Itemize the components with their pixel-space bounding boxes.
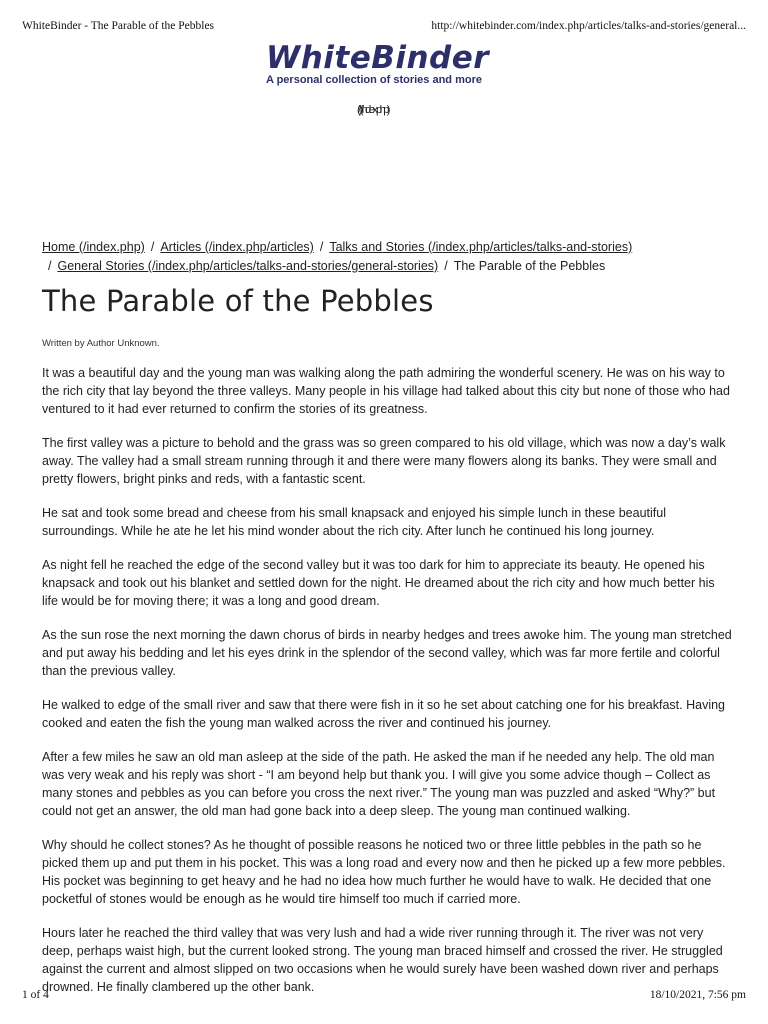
site-logo[interactable] [266,42,506,86]
article-paragraph: Why should he collect stones? As he thought of possible reasons he noticed two or three little pebbles in the path so he picked them up and put them in his pocket. This was a long road and every now and then he picked up a few more pebbles. His pocket was beginning to get heavy and he had no idea how much further he would have to walk. He decided that one pocketful of stones would be enough as he would tire himself too much if carried more. [42,838,726,906]
article-paragraph: He walked to edge of the small river and saw that there were fish in it so he set about catching one for his breakfast. Having cooked and eaten the fish the young man walked across the river and continued his journey. [42,698,726,730]
article-paragraph: The first valley was a picture to behold and the grass was so green compared to his old village, which was now a day’s walk away. The valley had a small stream running through it and there were many flowers along its banks. They were small and pretty flowers, bright pinks and reds, with a fantastic scent. [42,436,726,486]
print-timestamp: 18/10/2021, 7:56 pm [649,989,746,1001]
page-title: The Parable of the Pebbles [42,284,434,318]
breadcrumb-separator: / [48,259,52,273]
article-paragraph: As the sun rose the next morning the dawn chorus of birds in nearby hedges and trees awoke him. The young man stretched and put away his bedding and let his eyes drink in the splendor of the second valley, which was far more fertile and colorful than the previous valley. [42,628,732,678]
breadcrumb [42,238,732,276]
print-footer [22,989,746,1005]
article-paragraph: After a few miles he saw an old man asleep at the side of the path. He asked the man if he needed any help. The old man was very weak and his reply was short - “I am beyond help but thank you. I will give you some advice though – Collect as many stones and pebbles as you can before you cross the next river.” The young man was puzzled and asked “Why?” but could not get an answer, the old man had gone back into a deep sleep. The young man continued walking. [42,750,716,818]
breadcrumb-articles[interactable]: Articles (/index.php/articles) [160,240,314,254]
page-counter: 1 of 4 [22,989,49,1001]
article-paragraph: As night fell he reached the edge of the second valley but it was too dark for him to appreciate its beauty. He opened his knapsack and took out his blanket and settled down for the night. He dreamed about the rich city and how much better his life would be for moving there; it was a long and good dream. [42,558,715,608]
breadcrumb-general-stories[interactable]: General Stories (/index.php/articles/talks-and-stories/general-stories) [57,259,439,273]
breadcrumb-current: The Parable of the Pebbles [453,259,606,273]
print-header-title: WhiteBinder - The Parable of the Pebbles [22,20,215,32]
logo-title: WhiteBinder [266,40,490,76]
article-byline: Written by Author Unknown. [42,338,160,349]
print-header-url: http://whitebinder.com/index.php/articles/talks-and-stories/general... [431,20,746,32]
article-paragraph: It was a beautiful day and the young man was walking along the path admiring the wonderful scenery. He was on his way to the rich city that lay beyond the three valleys. Many people in his village had talked about this city but none of those who had ventured to it had ever returned to confirm the stories of its greatness. [42,366,730,416]
article-paragraph: Hours later he reached the third valley that was very lush and had a wide river running through it. The river was not very deep, perhaps waist high, but the current looked strong. The young man braced himself and crossed the river. He struggled against the current and almost slipped on two occasions when he would surely have been washed down river and perhaps drowned. He finally clambered up the other bank. [42,926,723,994]
home-link-overlap[interactable]: (/)(/index.php) [357,104,388,116]
breadcrumb-talks-and-stories[interactable]: Talks and Stories (/index.php/articles/talks-and-stories) [329,240,633,254]
breadcrumb-separator: / [444,259,448,273]
print-header [22,20,746,36]
breadcrumb-home[interactable]: Home (/index.php) [42,240,145,254]
article-body [42,364,732,1012]
breadcrumb-separator: / [319,240,324,254]
article-paragraph: He sat and took some bread and cheese from his small knapsack and enjoyed his simple lunch in these beautiful surroundings. While he ate he let his mind wonder about the rich city. After lunch he continued his long journey. [42,506,666,538]
breadcrumb-separator: / [150,240,155,254]
logo-tagline: A personal collection of stories and more [266,74,482,86]
